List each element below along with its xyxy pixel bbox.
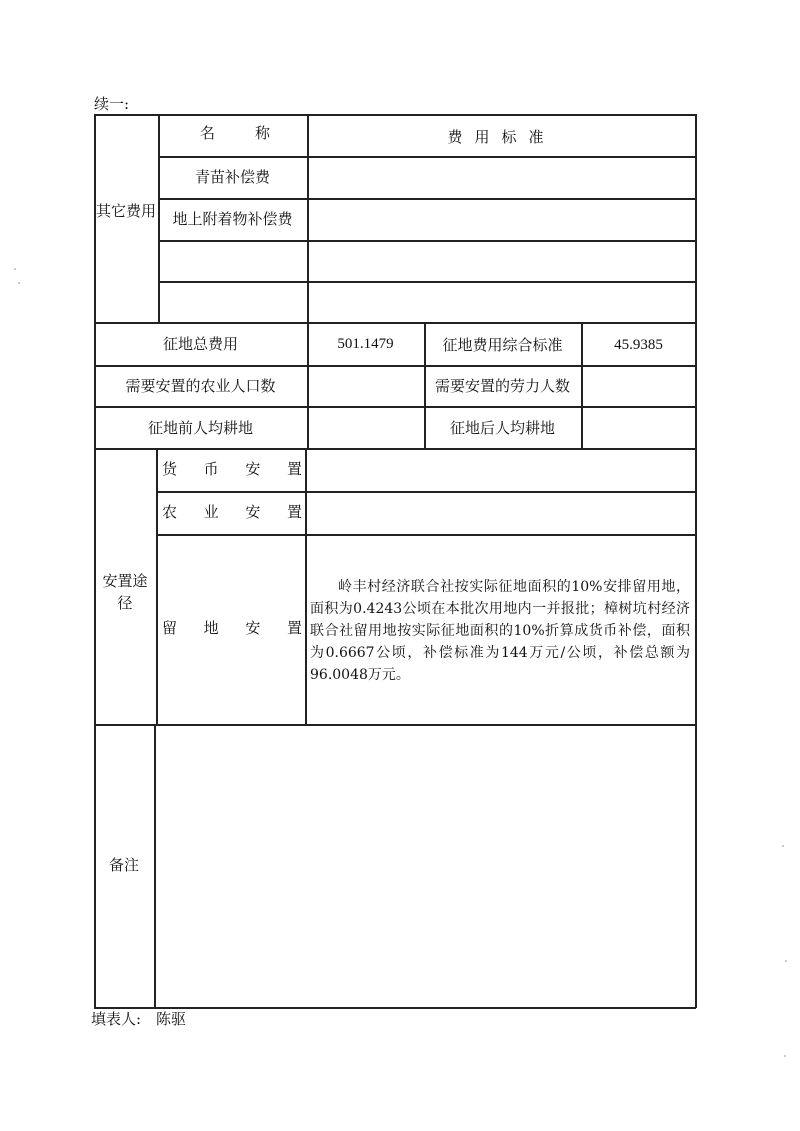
header-name-char-2: 称: [254, 124, 270, 142]
currency-char: 货: [162, 460, 178, 478]
remarks-divider: [154, 724, 156, 1008]
agriculture-char: 业: [203, 503, 219, 521]
filler-label: 填表人:: [91, 1010, 142, 1028]
resettlement-row-line: [156, 534, 696, 536]
other-fees-row-line: [158, 198, 696, 200]
scan-speck: [782, 845, 784, 847]
summary-row-line: [94, 365, 696, 367]
continuation-label: 续一:: [94, 95, 130, 113]
fee-row-name: 青苗补偿费: [194, 168, 270, 186]
reserved-char: 地: [203, 619, 219, 637]
reserved-land-label: [162, 621, 302, 636]
reserved-char: 安: [245, 619, 261, 637]
other-fees-row-line: [158, 240, 696, 242]
summary-row-line: [94, 322, 696, 324]
remarks-label: 备注: [108, 856, 139, 874]
agriculture-resettlement-label: [162, 505, 302, 520]
agriculture-char: 农: [162, 503, 178, 521]
total-fee-value: 501.1479: [337, 336, 394, 352]
other-fees-divider-2: [307, 114, 309, 322]
reserved-char: 置: [286, 619, 302, 637]
header-name: [200, 126, 270, 141]
resettlement-row-line: [156, 491, 696, 493]
scan-speck: [784, 1055, 786, 1057]
agriculture-char: 安: [245, 503, 261, 521]
resettlement-bottom-line: [94, 724, 696, 726]
resettlement-group-label: 安置途径: [102, 572, 148, 612]
resettlement-divider-2: [305, 448, 307, 724]
composite-standard-label: 征地费用综合标准: [442, 336, 563, 354]
fee-row-name: 地上附着物补偿费: [172, 210, 293, 228]
scan-speck: [18, 282, 20, 284]
table-top-border: [94, 114, 696, 116]
scan-speck: [14, 268, 16, 270]
currency-char: 置: [286, 460, 302, 478]
agriculture-char: 置: [286, 503, 302, 521]
other-fees-group-label: 其它费用: [96, 202, 157, 220]
table-bottom-border: [94, 1007, 696, 1009]
summary-row-line: [94, 448, 696, 450]
header-standard: 费用标准: [447, 128, 556, 146]
before-per-capita-label: 征地前人均耕地: [147, 419, 253, 437]
reserved-char: 留: [162, 619, 178, 637]
resettlement-divider-1: [156, 448, 158, 724]
total-fee-label: 征地总费用: [162, 335, 238, 353]
currency-char: 安: [245, 460, 261, 478]
reserved-land-text: 岭丰村经济联合社按实际征地面积的10%安排留用地，面积为0.4243公顷在本批次用地内一并报批；樟树坑村经济联合社留用地按实际征地面积的10%折算成货币补偿，面积为0.6667公顷，补偿标准为144万元/公顷，补偿总额为96.0048万元。: [310, 579, 690, 683]
labor-count-label: 需要安置的劳力人数: [434, 377, 570, 395]
farm-population-label: 需要安置的农业人口数: [125, 377, 276, 395]
filler-name: 陈驱: [156, 1010, 187, 1028]
after-per-capita-label: 征地后人均耕地: [449, 419, 555, 437]
summary-row-line: [94, 406, 696, 408]
currency-resettlement-label: [162, 462, 302, 477]
other-fees-row-line: [158, 156, 696, 158]
composite-standard-value: 45.9385: [614, 337, 663, 353]
currency-char: 币: [203, 460, 219, 478]
scan-speck: [785, 960, 787, 962]
other-fees-row-line: [158, 281, 696, 283]
table-left-border: [94, 114, 96, 1008]
table-right-border: [695, 114, 697, 1008]
header-name-char-1: 名: [200, 124, 216, 142]
